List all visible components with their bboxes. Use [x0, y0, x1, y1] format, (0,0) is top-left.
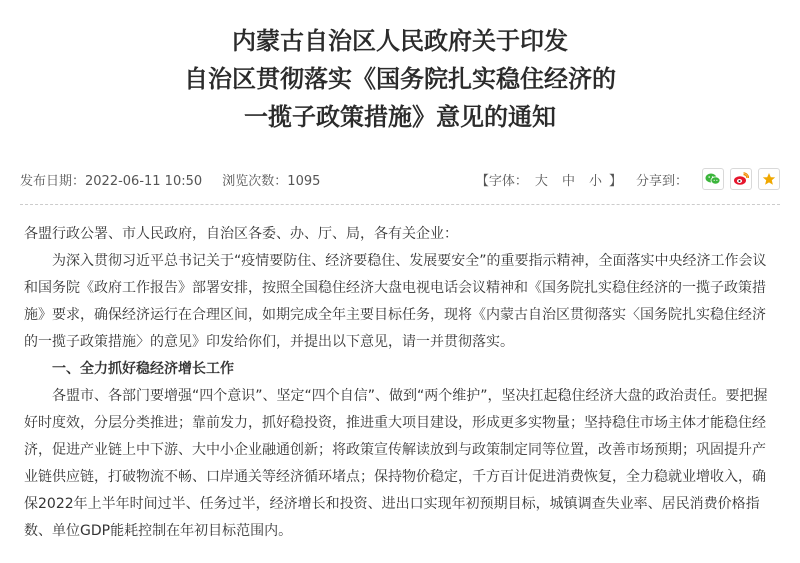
- view-count: 浏览次数：1095: [222, 174, 321, 189]
- section-heading-1: 一、全力抓好稳经济增长工作: [52, 361, 234, 377]
- font-small-button[interactable]: 小: [588, 173, 602, 189]
- article-title: [0, 22, 800, 136]
- section-paragraph-1: 各盟市、各部门要增强“四个意识”、坚定“四个自信”、做到“两个维护”，坚决扛起稳住经济大盘的政治责任。要把握好时度效，分层分类推进；靠前发力，抓好稳投资，推进重大项目建设，形成更多实物量；坚持稳住市场主体才能稳住经济，促进产业链上中下游、大中小企业融通创新；将政策宣传解读放到与政策制定同等位置，改善市场预期；巩固提升产业链供应链，打破物流不畅、口岸通关等经济循环堵点；保持物价稳定，千方百计促进消费恢复，全力稳就业增收入，确保2022年上半年时间过半、任务过半，经济增长和投资、进出口实现年初预期目标，城镇调查失业率、居民消费价格指数、单位GDP能耗控制在年初目标范围内。: [24, 388, 768, 539]
- font-size-switcher: [476, 170, 622, 189]
- star-icon: [762, 172, 776, 186]
- title-line-2: 自治区贯彻落实《国务院扎实稳住经济的: [184, 65, 616, 93]
- share-favorite-button[interactable]: [758, 168, 780, 190]
- share-weibo-button[interactable]: [730, 168, 752, 190]
- salutation: 各盟行政公署、市人民政府，自治区各委、办、厅、局，各有关企业：: [24, 226, 458, 242]
- weibo-icon: [733, 172, 749, 186]
- share-label: 分享到：: [635, 173, 688, 189]
- font-size-label: 【字体：: [475, 173, 528, 189]
- share-wechat-button[interactable]: [702, 168, 724, 190]
- font-size-close: 】: [608, 173, 622, 189]
- meta-info: [20, 170, 336, 189]
- intro-paragraph: 为深入贯彻习近平总书记关于“疫情要防住、经济要稳住、发展要安全”的重要指示精神，全面落实中央经济工作会议和国务院《政府工作报告》部署安排，按照全国稳住经济大盘电视电话会议精神和《国务院扎实稳住经济的一揽子政策措施》要求，确保经济运行在合理区间，如期完成全年主要目标任务，现将《内蒙古自治区贯彻落实〈国务院扎实稳住经济的一揽子政策措施〉的意见》印发给你们，并提出以下意见，请一并贯彻落实。: [24, 253, 767, 350]
- font-large-button[interactable]: 大: [534, 173, 548, 189]
- article-body: [24, 221, 776, 545]
- title-line-3: 一揽子政策措施》意见的通知: [244, 103, 556, 131]
- font-medium-button[interactable]: 中: [561, 173, 575, 189]
- title-line-1: 内蒙古自治区人民政府关于印发: [232, 27, 568, 55]
- meta-divider: [20, 204, 780, 206]
- publish-date: 发布日期：2022-06-11 10:50: [20, 174, 203, 189]
- article-meta: [20, 164, 780, 194]
- wechat-icon: [705, 172, 721, 186]
- meta-tools: [476, 164, 780, 194]
